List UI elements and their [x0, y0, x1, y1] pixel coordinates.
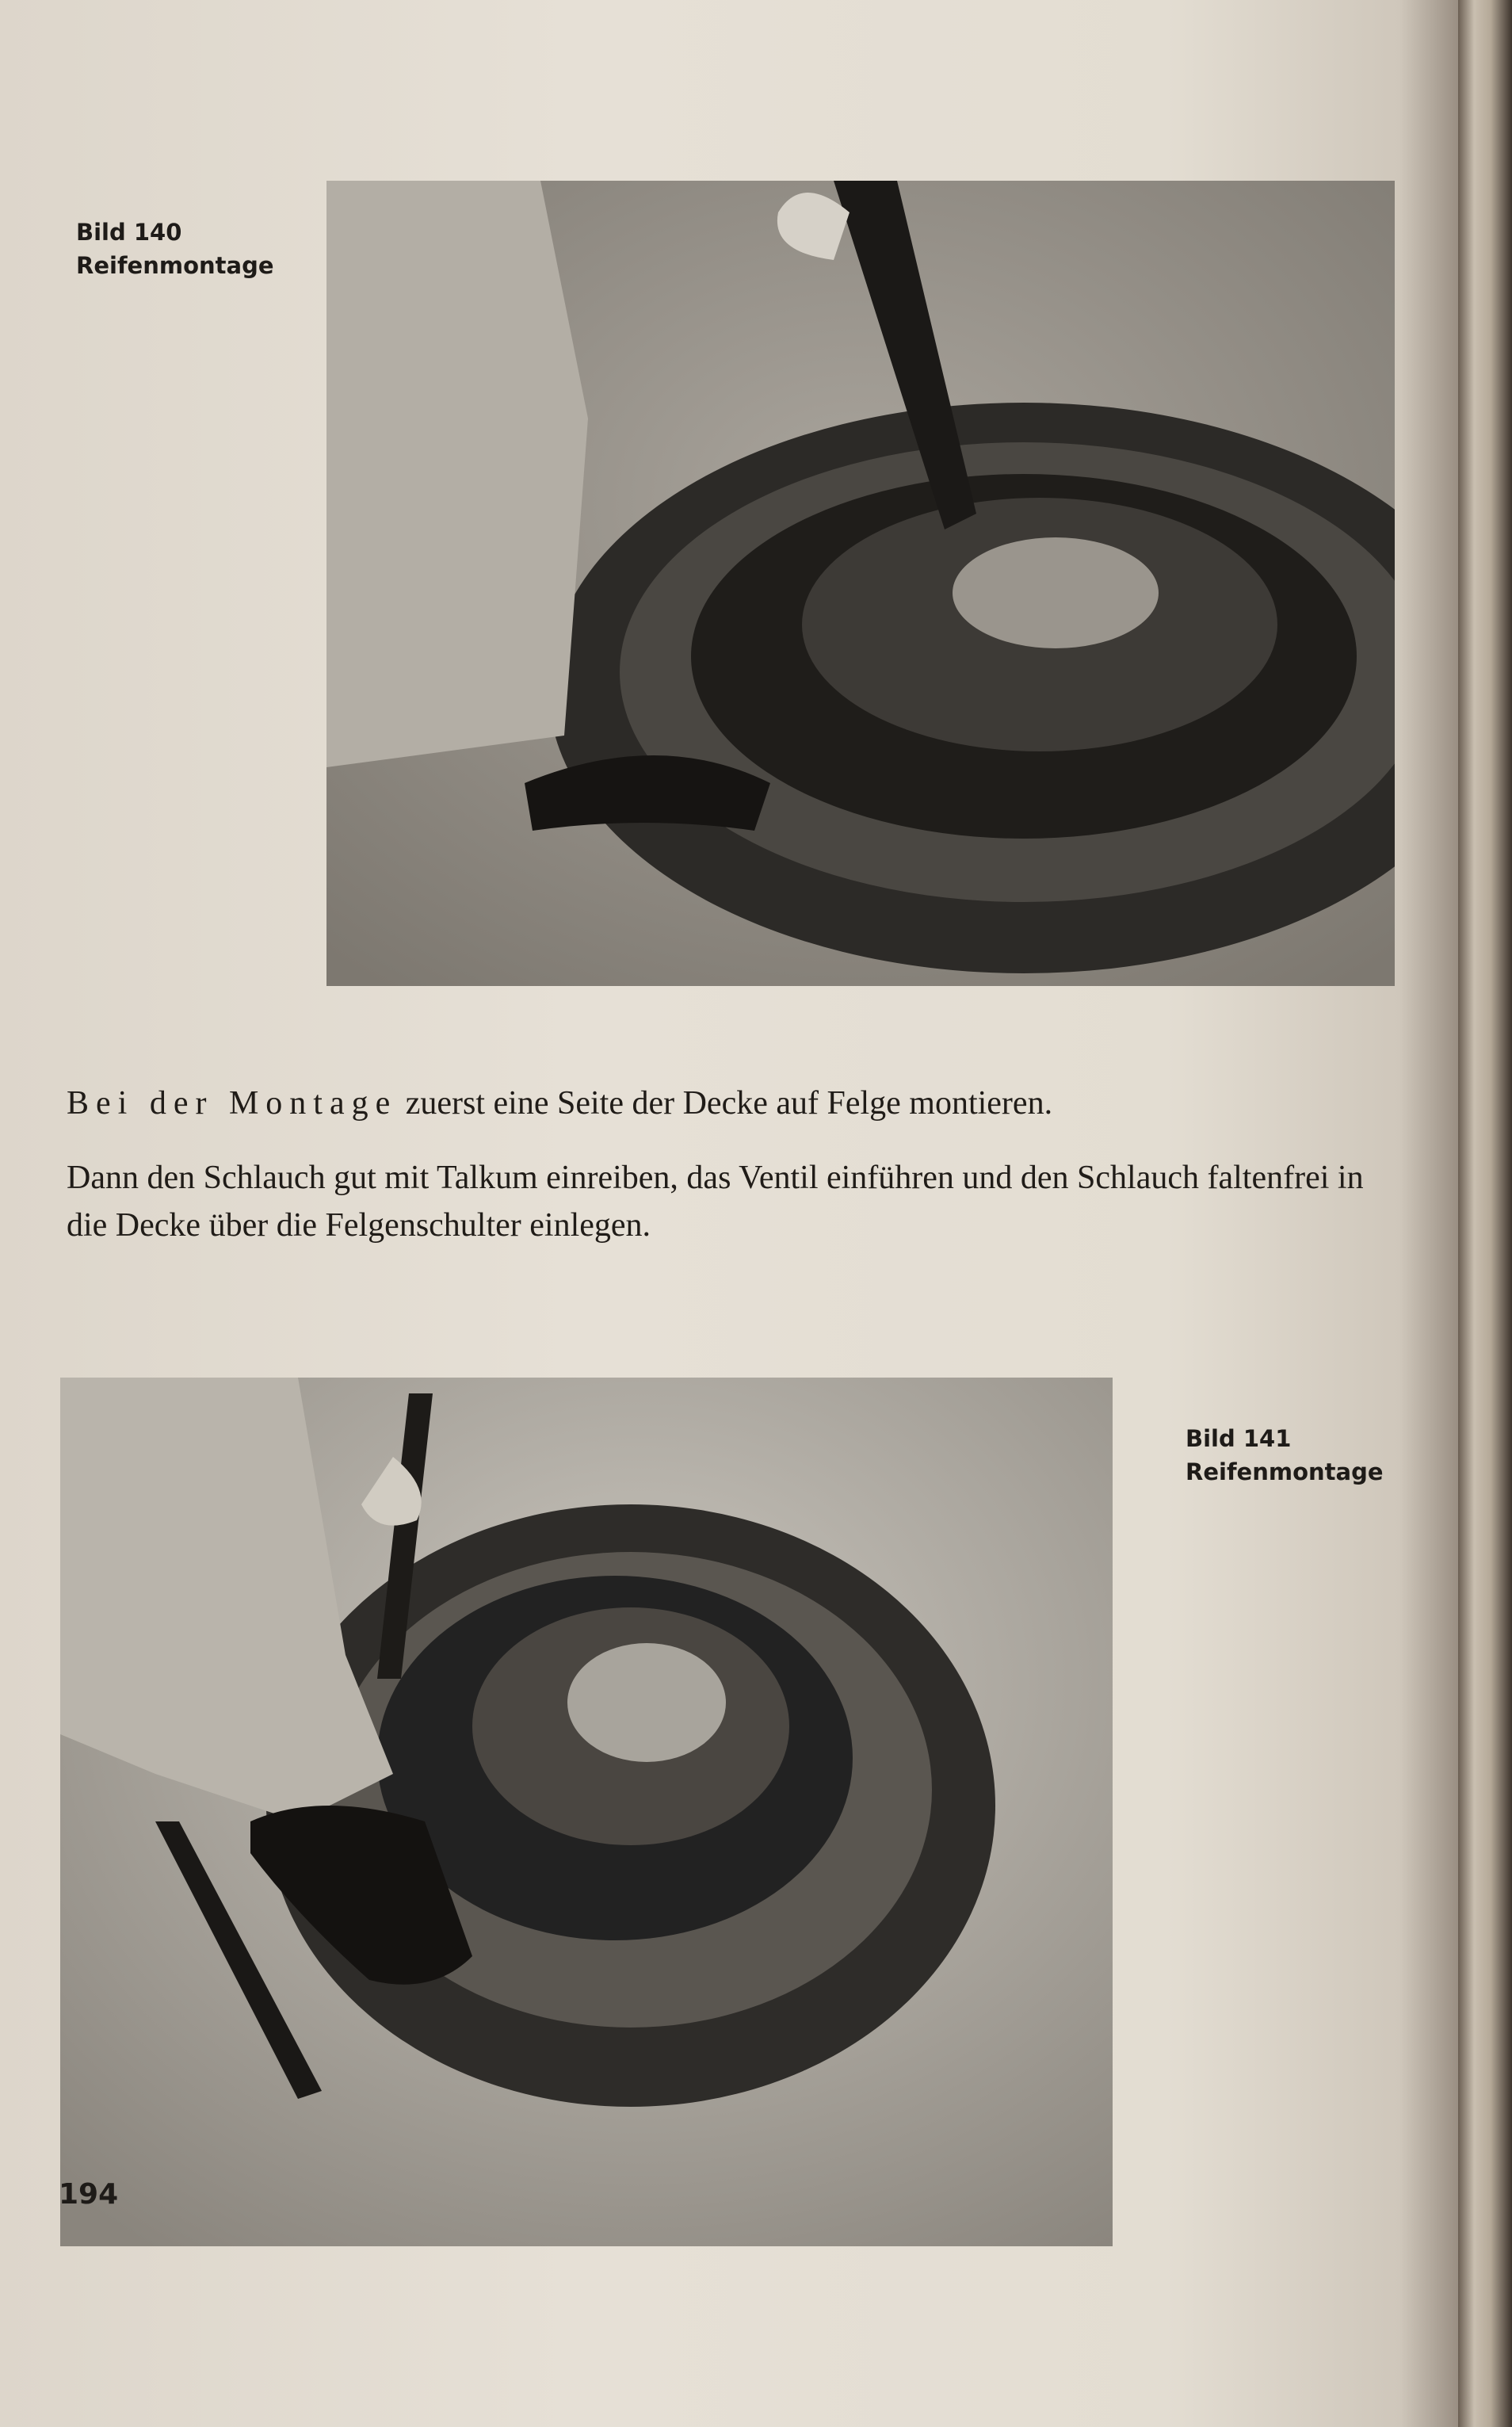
figure-140-photo [326, 181, 1395, 986]
tire-mounting-photo-2 [60, 1378, 1113, 2246]
book-page-edge [1458, 0, 1512, 2427]
page-number: 194 [59, 2178, 119, 2211]
paragraph-2-text: Dann den Schlauch gut mit Talkum einreiben, das Ventil einführen und den Schlauch faltenfrei in die Decke über die Felgenschulter einlegen. [67, 1160, 1364, 1244]
figure-141-title: Reifenmontage [1186, 1458, 1384, 1485]
emphasized-lead: Bei der Montage [67, 1085, 398, 1122]
figure-140-title: Reifenmontage [76, 252, 274, 279]
figure-141-number: Bild 141 [1186, 1425, 1292, 1452]
figure-141-caption [1186, 1422, 1384, 1489]
figure-140-caption [76, 216, 274, 282]
body-paragraph-1 [67, 1084, 1398, 1122]
figure-141-photo [60, 1378, 1113, 2246]
body-paragraph-2 [67, 1154, 1398, 1249]
paragraph-1-rest: zuerst eine Seite der Decke auf Felge montieren. [397, 1085, 1053, 1122]
figure-140-number: Bild 140 [76, 219, 182, 246]
tire-mounting-photo-1 [326, 181, 1395, 986]
